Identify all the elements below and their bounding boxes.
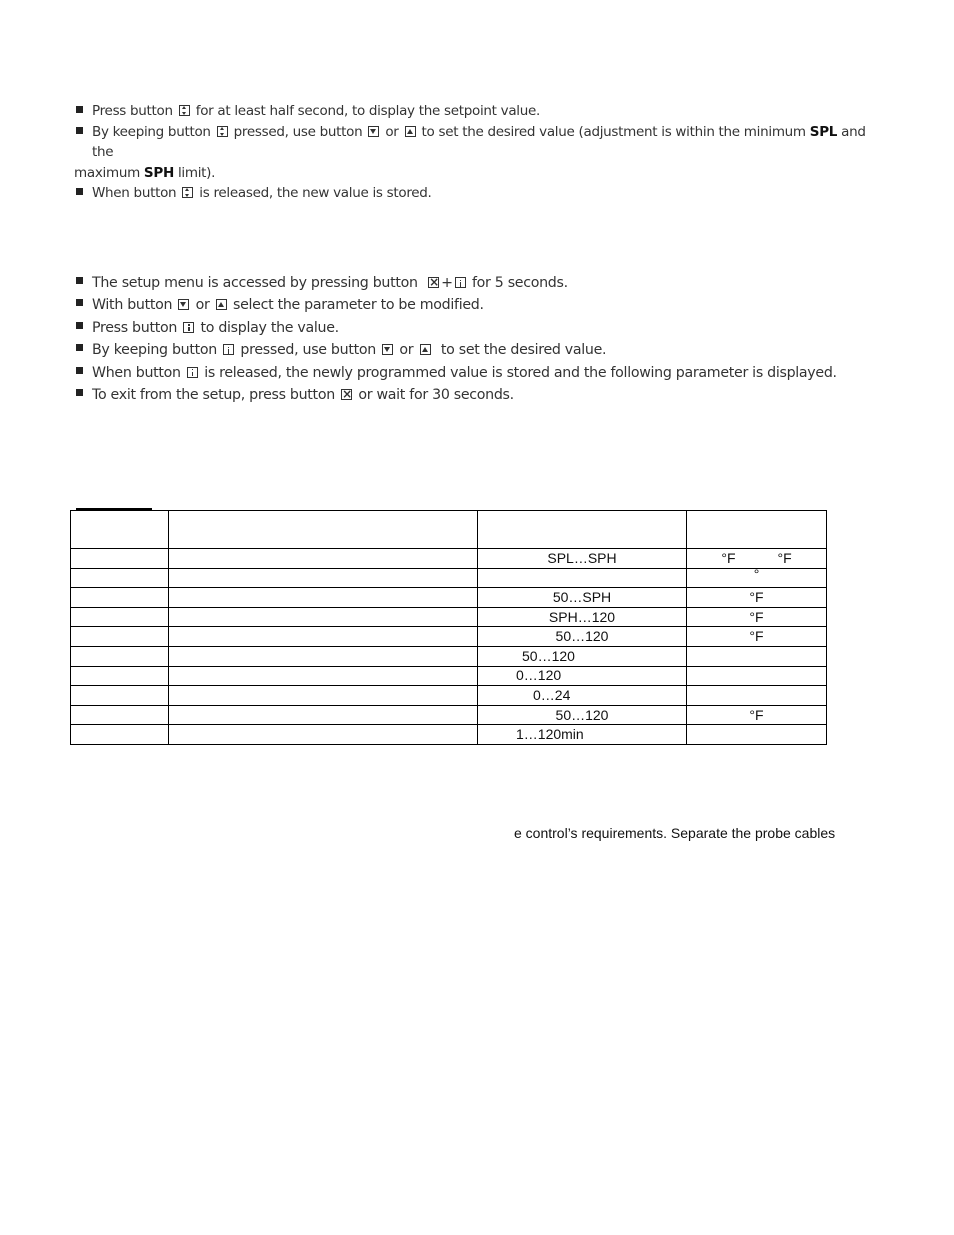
list-item <box>74 384 874 406</box>
range-cell: 0…120 <box>478 666 687 686</box>
table-cell <box>169 607 478 627</box>
table-cell <box>71 725 169 745</box>
table-cell <box>169 725 478 745</box>
header-cell <box>71 511 169 549</box>
range-cell: SPH…120 <box>478 607 687 627</box>
range-cell: 1…120min <box>478 725 687 745</box>
range-cell: 50…SPH <box>478 588 687 608</box>
range-cell: SPL…SPH <box>478 549 687 569</box>
setpoint-instructions <box>74 101 874 204</box>
info-button-icon <box>455 277 466 288</box>
up-button-icon <box>420 344 431 355</box>
unit-cell: °F <box>687 627 827 647</box>
item-text: Press button <box>92 103 173 119</box>
unit-cell: °F <box>687 588 827 608</box>
item-text: maximum <box>74 164 140 181</box>
unit-cell <box>687 646 827 666</box>
set-button-icon <box>182 187 193 198</box>
set-button-icon <box>217 126 228 137</box>
item-text: With button <box>92 297 173 314</box>
up-button-icon <box>405 126 416 137</box>
item-text: to display the value. <box>200 319 339 336</box>
table-row <box>71 549 827 569</box>
table-cell <box>169 686 478 706</box>
set-button-icon <box>179 105 190 116</box>
item-text: + <box>441 275 453 291</box>
list-item <box>74 101 874 122</box>
item-text: or wait for 30 seconds. <box>358 387 514 404</box>
table-row <box>71 666 827 686</box>
list-item <box>74 122 874 184</box>
range-cell: 0…24 <box>478 686 687 706</box>
table-cell <box>71 549 169 569</box>
item-text: When button <box>92 185 177 201</box>
range-cell: 50…120 <box>478 646 687 666</box>
range-cell: 50…120 <box>478 705 687 725</box>
list-item <box>74 362 874 384</box>
item-text: to set the desired value (adjustment is within the minimum <box>421 123 806 140</box>
table-cell <box>71 646 169 666</box>
info-button-icon <box>183 322 194 333</box>
item-text: By keeping button <box>92 342 217 359</box>
table-cell <box>169 549 478 569</box>
list-item <box>74 339 874 361</box>
table-row <box>71 568 827 588</box>
table-row <box>71 646 827 666</box>
item-text: Press button <box>92 319 178 336</box>
header-cell <box>169 511 478 549</box>
table-row <box>71 725 827 745</box>
down-button-icon <box>368 126 379 137</box>
item-text: limit). <box>177 164 216 181</box>
table-cell <box>71 666 169 686</box>
item-text: or <box>399 342 414 359</box>
item-continuation <box>74 163 874 184</box>
list-item <box>74 294 874 316</box>
x-button-icon <box>428 277 439 288</box>
item-text: To exit from the setup, press button <box>92 387 335 404</box>
table-header-row <box>71 511 827 549</box>
sph-label: SPH <box>143 164 174 181</box>
table-cell <box>169 627 478 647</box>
body-text-fragment: e control’s requirements. Separate the probe cables <box>514 825 836 841</box>
table-cell <box>169 705 478 725</box>
table-row <box>71 627 827 647</box>
unit-cell <box>687 666 827 686</box>
down-button-icon <box>178 299 189 310</box>
item-text: select the parameter to be modified. <box>233 297 484 314</box>
unit-text: °F <box>721 549 736 566</box>
item-text: When button <box>92 364 181 381</box>
info-button-icon <box>187 367 198 378</box>
list-item <box>74 272 874 294</box>
table-row <box>71 686 827 706</box>
unit-cell <box>687 568 827 588</box>
setup-menu-instructions <box>74 272 874 406</box>
up-button-icon <box>216 299 227 310</box>
table-row <box>71 607 827 627</box>
item-text: to set the desired value. <box>440 342 607 359</box>
item-text: for at least half second, to display the setpoint value. <box>195 103 540 119</box>
table-cell <box>71 607 169 627</box>
item-text: pressed, use button <box>240 342 376 359</box>
table-cell <box>71 627 169 647</box>
item-text: pressed, use button <box>233 123 363 140</box>
info-button-icon <box>223 344 234 355</box>
unit-cell: °F <box>687 705 827 725</box>
table-row <box>71 705 827 725</box>
unit-text: ° <box>753 566 760 583</box>
unit-cell: °F <box>687 607 827 627</box>
parameter-table <box>70 510 827 745</box>
unit-cell <box>687 725 827 745</box>
unit-text: °F <box>777 549 792 566</box>
item-text: or <box>195 297 210 314</box>
table-cell <box>169 646 478 666</box>
item-text: or <box>385 123 399 140</box>
range-cell <box>478 568 687 588</box>
table-cell <box>169 588 478 608</box>
table-cell <box>169 568 478 588</box>
header-cell <box>478 511 687 549</box>
item-text: is released, the newly programmed value is stored and the following parameter is displayed. <box>204 364 837 381</box>
list-item <box>74 317 874 339</box>
x-button-icon <box>341 389 352 400</box>
table-cell <box>71 588 169 608</box>
unit-cell <box>687 686 827 706</box>
item-text: is released, the new value is stored. <box>199 185 432 201</box>
table-cell <box>71 705 169 725</box>
item-text: for 5 seconds. <box>471 275 568 291</box>
item-text: and the <box>92 123 866 160</box>
spl-label: SPL <box>809 123 838 140</box>
table-cell <box>71 686 169 706</box>
item-text: By keeping button <box>92 123 211 140</box>
table-cell <box>71 568 169 588</box>
header-cell <box>687 511 827 549</box>
table-row <box>71 588 827 608</box>
range-cell: 50…120 <box>478 627 687 647</box>
item-text: The setup menu is accessed by pressing button <box>92 275 418 291</box>
table-cell <box>169 666 478 686</box>
list-item <box>74 183 874 204</box>
down-button-icon <box>382 344 393 355</box>
